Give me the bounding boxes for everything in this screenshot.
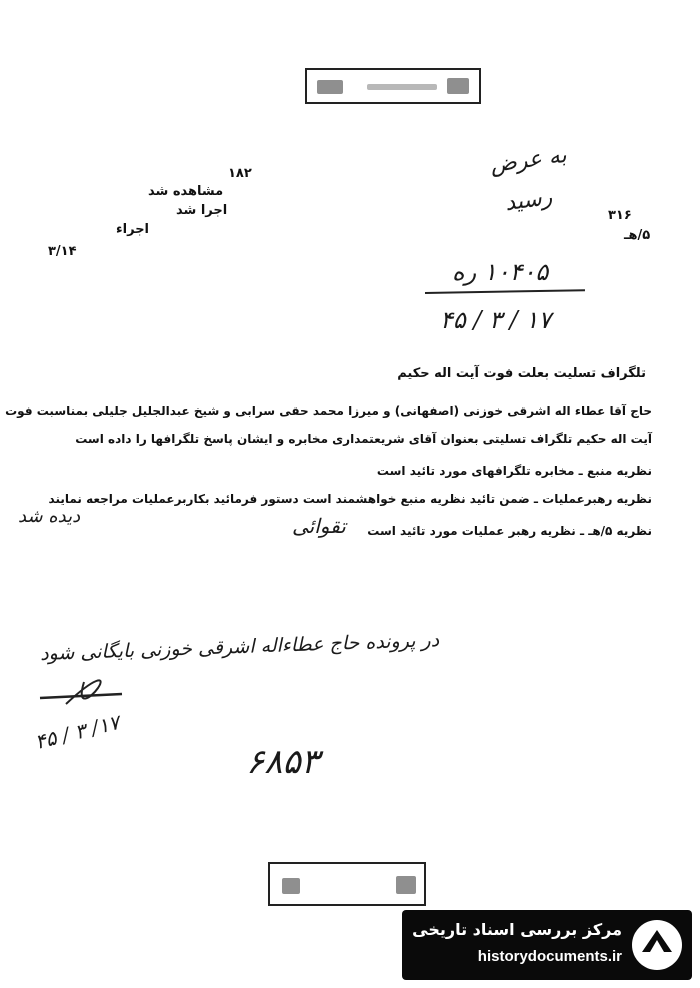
right-handwritten-2: رسید xyxy=(503,184,554,217)
top-stamp xyxy=(305,68,481,104)
margin-handwriting: دیده شد xyxy=(18,506,81,527)
right-header-number: ۳۱۶ xyxy=(608,208,632,223)
bottom-note: در پرونده حاج عطاءاله اشرقی خوزنی بایگانی شود xyxy=(39,629,440,665)
body-signature: تقوائی xyxy=(292,514,346,538)
bottom-date: ۱۷/ ۳ / ۴۵ xyxy=(32,709,122,755)
body-line-2: آیت اله حکیم تلگراف تسلیتی بعنوان آقای شریعتمداری مخابره و ایشان پاسخ تلگرافها را داده است xyxy=(75,432,652,446)
left-header-date: ۳/۱۴ xyxy=(48,244,77,259)
left-header-number: ۱۸۲ xyxy=(228,166,252,181)
body-line-5: نظریه ۵/هـ ـ نظریه رهبر عملیات مورد تائید است xyxy=(367,524,652,538)
ref-underline xyxy=(425,289,585,294)
watermark-logo xyxy=(402,910,692,980)
footer-org: مرکز بررسی اسناد تاریخی xyxy=(412,920,622,939)
right-handwritten-1: به عرض xyxy=(488,142,569,179)
archive-logo-icon xyxy=(630,918,684,972)
left-header-line2: اجرا شد xyxy=(176,203,228,218)
document-title: تلگراف تسلیت بعلت فوت آیت اله حکیم xyxy=(397,366,646,381)
ref-date: ۱۷ / ۳ / ۴۵ xyxy=(440,306,552,334)
bottom-number: ۶۸۵۳ xyxy=(246,742,320,782)
bottom-stamp xyxy=(268,862,426,906)
body-line-4: نظریه رهبرعملیات ـ ضمن تائید نظریه منبع خواهشمند است دستور فرمائید بکاربرعملیات مراجعه نمایند xyxy=(48,492,652,506)
ref-number: ۱۰۴۰۵ ره xyxy=(452,258,549,286)
right-header-sub: ۵/هـ xyxy=(624,228,651,243)
body-line-3: نظریه منبع ـ مخابره تلگرافهای مورد تائید است xyxy=(376,464,652,478)
left-header-line1: مشاهده شد xyxy=(148,184,224,199)
left-header-line3: اجراء xyxy=(116,222,150,237)
body-line-1: حاج آقا عطاء اله اشرقی خوزنی (اصفهانی) و میرزا محمد حقی سرابی و شیخ عبدالجلیل جلیلی بمناسبت فوت xyxy=(5,404,652,418)
footer-site: historydocuments.ir xyxy=(477,948,622,965)
